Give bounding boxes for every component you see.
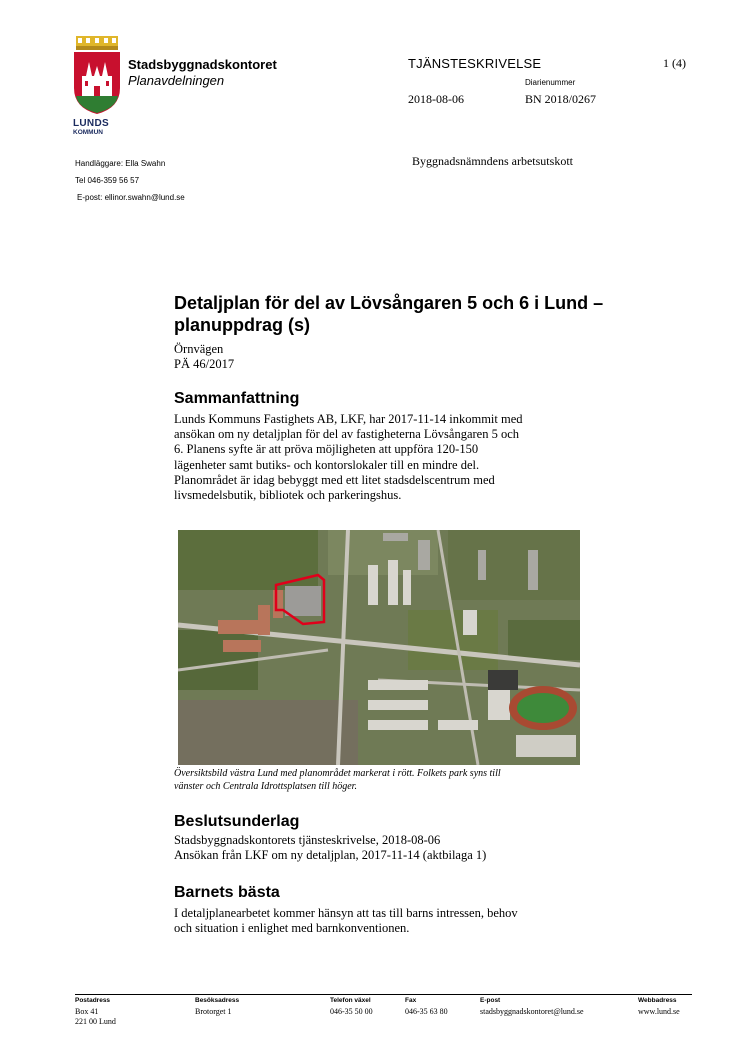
subtitle-reference: PÄ 46/2017 — [174, 357, 235, 371]
footer-email-value[interactable]: stadsbyggnadskontoret@lund.se — [480, 1006, 584, 1016]
committee-name: Byggnadsnämndens arbetsutskott — [412, 154, 573, 168]
document-date: 2018-08-06 — [408, 92, 464, 106]
footer-web-label: Webbadress — [638, 997, 677, 1004]
footer-fax-label: Fax — [405, 997, 417, 1004]
title-line-2: planuppdrag (s) — [174, 315, 310, 335]
document-title — [174, 292, 694, 336]
org-name: Stadsbyggnadskontoret — [128, 57, 277, 72]
footer-postal-line: 221 00 Lund — [75, 1017, 116, 1026]
summary-line: livsmedelsbutik, bibliotek och parkeringshus. — [174, 488, 402, 503]
contact-email[interactable]: E-post: ellinor.swahn@lund.se — [77, 193, 185, 202]
footer-fax — [405, 996, 448, 1017]
children-text — [174, 906, 634, 936]
diarie-number: BN 2018/0267 — [525, 92, 597, 106]
basis-heading: Beslutsunderlag — [174, 813, 300, 830]
footer-email-label: E-post — [480, 997, 501, 1004]
footer-visit-value: Brotorget 1 — [195, 1006, 232, 1016]
footer-fax-value: 046-35 63 80 — [405, 1006, 448, 1016]
diarie-label: Diarienummer — [525, 78, 576, 87]
children-line: I detaljplanearbetet kommer hänsyn att tas till barns intressen, behov — [174, 906, 518, 920]
footer-web-value[interactable]: www.lund.se — [638, 1006, 680, 1016]
logo-text-lunds: LUNDS — [73, 118, 109, 129]
footer-phone — [330, 996, 373, 1017]
footer-visit — [195, 996, 239, 1017]
title-line-1: Detaljplan för del av Lövsångaren 5 och 6 i Lund – — [174, 293, 604, 313]
summary-line: 6. Planens syfte är att pröva möjligheten att uppföra 120-150 — [174, 442, 479, 457]
footer-visit-label: Besöksadress — [195, 997, 240, 1004]
summary-line: lägenheter samt butiks- och kontorslokaler till en mindre del. — [174, 457, 480, 472]
summary-text — [174, 412, 634, 503]
footer-phone-label: Telefon växel — [330, 997, 371, 1004]
summary-line: ansökan om ny detaljplan för del av fastigheterna Lövsångaren 5 och — [174, 427, 520, 442]
footer-email — [480, 996, 584, 1017]
basis-text — [174, 833, 634, 863]
logo-text-kommun: KOMMUN — [73, 129, 103, 136]
image-caption — [174, 767, 624, 793]
children-heading: Barnets bästa — [174, 884, 280, 901]
footer-postal-line: Box 41 — [75, 1006, 99, 1016]
subtitle-street: Örnvägen — [174, 342, 224, 356]
summary-heading: Sammanfattning — [174, 390, 300, 407]
footer-phone-value: 046-35 50 00 — [330, 1006, 373, 1016]
caption-line: vänster och Centrala Idrottsplatsen till höger. — [174, 781, 357, 792]
summary-line: Lunds Kommuns Fastighets AB, LKF, har 2017-11-14 inkommit med — [174, 412, 523, 426]
basis-line: Ansökan från LKF om ny detaljplan, 2017-11-14 (aktbilaga 1) — [174, 848, 487, 863]
aerial-photo — [178, 530, 580, 765]
lund-municipality-logo — [72, 36, 122, 140]
contact-handler: Handläggare: Ella Swahn — [75, 159, 166, 168]
contact-phone: Tel 046-359 56 57 — [75, 176, 140, 185]
footer-postal-label: Postadress — [75, 997, 111, 1004]
footer-postal — [75, 996, 116, 1028]
document-type: TJÄNSTESKRIVELSE — [408, 56, 542, 71]
summary-line: Planområdet är idag bebyggt med ett litet stadsdelscentrum med — [174, 472, 495, 487]
footer-web — [638, 996, 680, 1017]
org-department: Planavdelningen — [128, 73, 225, 88]
children-line: och situation i enlighet med barnkonventionen. — [174, 921, 410, 936]
basis-line: Stadsbyggnadskontorets tjänsteskrivelse, 2018-08-06 — [174, 833, 441, 847]
page-number: 1 (4) — [663, 56, 686, 70]
caption-line: Översiktsbild västra Lund med planområdet markerat i rött. Folkets park syns till — [174, 768, 501, 779]
footer-divider — [75, 994, 692, 995]
